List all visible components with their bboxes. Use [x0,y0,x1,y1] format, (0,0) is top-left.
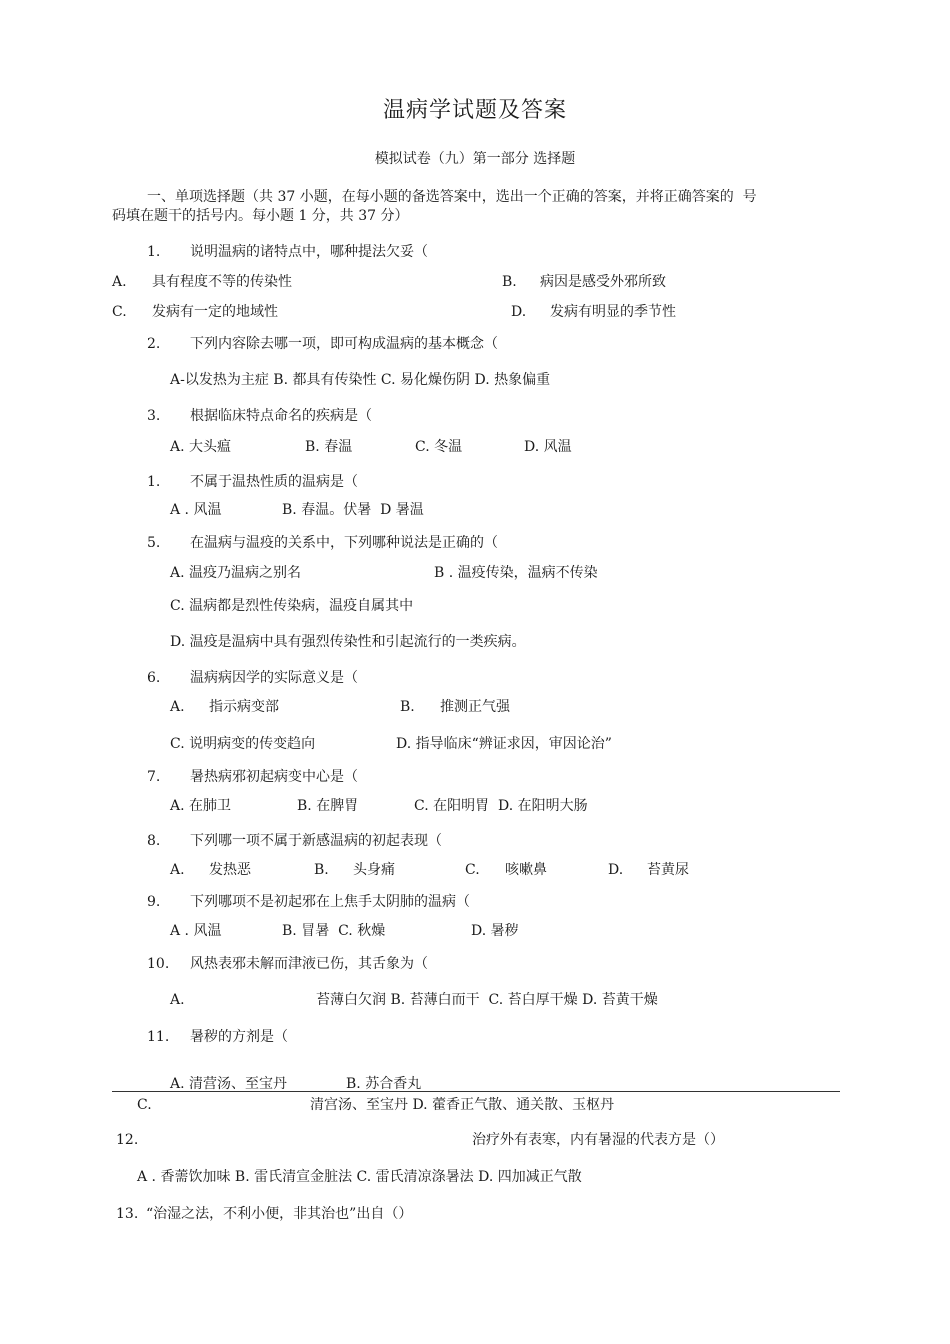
q7-number: 7. [147,769,161,785]
q9-number: 9. [147,894,161,910]
q3-option-d: D. 风温 [524,439,572,455]
q11-option-b: B. 苏合香丸 [346,1076,422,1092]
q8-option-b-label: B. [314,862,329,878]
q1-option-b: 病因是感受外邪所致 [540,274,666,290]
q6-option-a-label: A. [170,699,185,715]
q3-number: 3. [147,408,161,424]
q5-text: 在温病与温疫的关系中，下列哪种说法是正确的（ [190,535,498,551]
q3-option-a: A. 大头瘟 [170,439,232,455]
document-title: 温病学试题及答案 [382,98,567,123]
q3-option-c: C. 冬温 [415,439,463,455]
q8-option-a-label: A. [170,862,185,878]
q8-option-c: 咳嗽鼻 [505,862,547,878]
q5-option-a: A. 温疫乃温病之别名 [170,565,302,581]
q9-option-a: A . 风温 [170,923,222,939]
q6-option-b-label: B. [400,699,415,715]
q9-option-d: D. 暑秽 [471,923,519,939]
q10-text: 风热表邪未解而津液已伤，其舌象为（ [190,956,428,972]
q6-option-d: D. 指导临床“辨证求因，审因论治” [396,736,612,752]
q12-options: A . 香薷饮加味 B. 雷氏清宣金脏法 C. 雷氏清凉涤暑法 D. 四加减正气散 [137,1169,582,1185]
q9-text: 下列哪项不是初起邪在上焦手太阴肺的温病（ [190,894,470,910]
q4-option-bcd: B. 春温。伏暑 D 暑温 [282,502,424,518]
q5-option-c: C. 温病都是烈性传染病，温疫自属其中 [170,598,414,614]
q11-text: 暑秽的方剂是（ [190,1029,288,1045]
q11-option-a: A. 清营汤、至宝丹 [170,1076,288,1092]
q1-text: 说明温病的诸特点中，哪种提法欠妥（ [190,244,428,260]
q7-option-cd: C. 在阳明胃 D. 在阳明大肠 [414,798,588,814]
q1-option-c: 发病有一定的地域性 [152,304,278,320]
q8-option-c-label: C. [465,862,480,878]
q1-option-d: 发病有明显的季节性 [550,304,676,320]
q1-number: 1. [147,244,161,260]
q13-text: “治湿之法，不利小便，非其治也”出自（） [146,1206,413,1222]
q10-number: 10. [147,956,170,972]
q11-option-c-label: C. [137,1097,152,1113]
q3-option-b: B. 春温 [305,439,353,455]
q4-number: 1. [147,474,161,490]
q6-text: 温病病因学的实际意义是（ [190,670,358,686]
q11-option-cd: 清宫汤、至宝丹 D. 藿香正气散、通关散、玉枢丹 [310,1097,615,1113]
q1-option-b-label: B. [502,274,517,290]
instructions-line-1: 一、单项选择题（共 37 小题，在每小题的备选答案中，选出一个正确的答案，并将正确答案的 号 [147,189,757,205]
instructions-line-2: 码填在题干的括号内。每小题 1 分，共 37 分） [112,208,409,224]
q5-option-d: D. 温疫是温病中具有强烈传染性和引起流行的一类疾病。 [170,634,526,650]
q2-text: 下列内容除去哪一项，即可构成温病的基本概念（ [190,336,498,352]
q6-option-b: 推测正气强 [440,699,510,715]
q6-number: 6. [147,670,161,686]
q13-number: 13. [116,1206,139,1222]
horizontal-rule [112,1091,840,1092]
q1-option-a-label: A. [112,274,127,290]
q7-text: 暑热病邪初起病变中心是（ [190,769,358,785]
q3-text: 根据临床特点命名的疾病是（ [190,408,372,424]
document-subtitle: 模拟试卷（九）第一部分 选择题 [374,151,576,167]
q8-option-a: 发热恶 [209,862,251,878]
q4-text: 不属于温热性质的温病是（ [190,474,358,490]
q2-number: 2. [147,336,161,352]
q8-option-d: 苔黄尿 [647,862,689,878]
q8-option-b: 头身痛 [353,862,395,878]
q8-text: 下列哪一项不属于新感温病的初起表现（ [190,833,442,849]
q10-options: 苔薄白欠润 B. 苔薄白而干 C. 苔白厚干燥 D. 苔黄干燥 [316,992,658,1008]
q12-text: 治疗外有表寒，内有暑湿的代表方是（） [472,1132,724,1148]
q6-option-c: C. 说明病变的传变趋向 [170,736,316,752]
q7-option-a: A. 在肺卫 [170,798,232,814]
q5-option-b: B . 温疫传染，温病不传染 [434,565,598,581]
q8-number: 8. [147,833,161,849]
q1-option-a: 具有程度不等的传染性 [152,274,292,290]
q7-option-b: B. 在脾胃 [297,798,359,814]
q2-options: A-以发热为主症 B. 都具有传染性 C. 易化燥伤阴 D. 热象偏重 [170,372,551,388]
q1-option-c-label: C. [112,304,127,320]
q9-option-bc: B. 冒暑 C. 秋燥 [282,923,386,939]
q4-option-a: A . 风温 [170,502,222,518]
q12-number: 12. [116,1132,139,1148]
q8-option-d-label: D. [608,862,624,878]
q10-option-a-label: A. [170,992,185,1008]
q1-option-d-label: D. [511,304,527,320]
q6-option-a: 指示病变部 [209,699,279,715]
q11-number: 11. [147,1029,170,1045]
q5-number: 5. [147,535,161,551]
